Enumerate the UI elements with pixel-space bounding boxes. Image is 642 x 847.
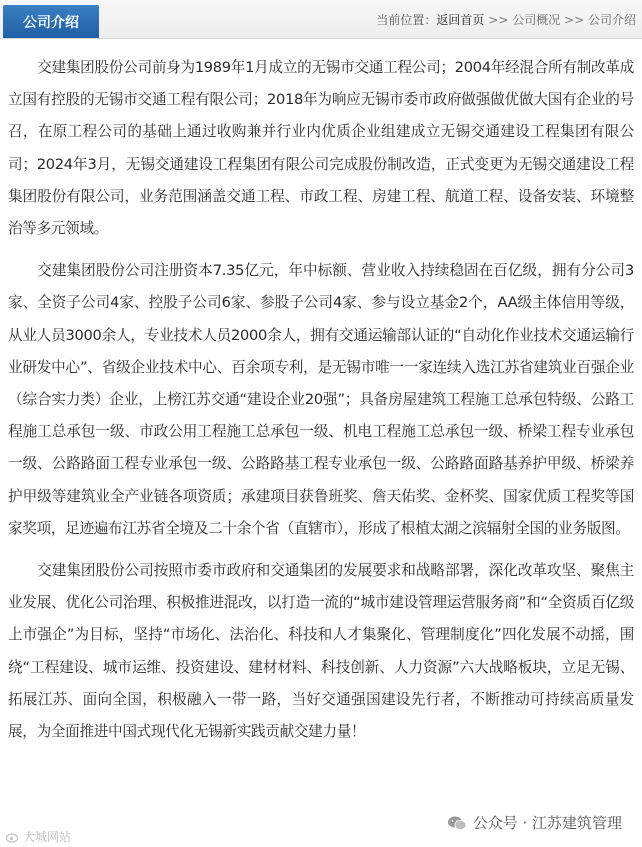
- tab-company-intro[interactable]: [3, 5, 99, 38]
- article-body: [8, 52, 634, 758]
- breadcrumb-separator: >>: [564, 13, 585, 27]
- breadcrumb-prefix: 当前位置：: [376, 13, 437, 27]
- watermark-right: [447, 812, 622, 833]
- watermark-left-text: 大城网站: [23, 830, 72, 844]
- paragraph-strategy: 交建集团股份公司按照市委市政府和交通集团的发展要求和战略部署，深化改革攻坚、聚焦主业发展、优化公司治理、积极推进混改，以打造一流的“城市建设管理运营服务商”和“全资质百亿级上市强企”为目标，坚持“市场化、法治化、科技和人才集聚化、管理制度化”四化发展不动摇，围绕“工程建设、城市运维、投资建设、建材材料、科技创新、人力资源”六大战略板块，立足无锡、拓展江苏、面向全国，积极融入一带一路，当好交通强国建设先行者，不断推动可持续高质量发展，为全面推进中国式现代化无锡新实践贡献交建力量！: [8, 562, 634, 741]
- paragraph-history: 交建集团股份公司前身为1989年1月成立的无锡市交通工程公司；2004年经混合所有制改革成立国有控股的无锡市交通工程有限公司；2018年为响应无锡市委市政府做强做优做大国有企业的号召，在原工程公司的基础上通过收购兼并行业内优质企业组建成立无锡交通建设工程集团有限公司；2024年3月，无锡交通建设工程集团有限公司完成股份制改造，正式变更为无锡交通建设工程集团股份有限公司，业务范围涵盖交通工程、市政工程、房建工程、航道工程、设备安装、环境整治等多元领域。: [8, 59, 634, 238]
- paragraph-capabilities: 交建集团股份公司注册资本7.35亿元，年中标额、营业收入持续稳固在百亿级，拥有分公司3家、全资子公司4家、控股子公司6家、参股子公司4家、参与设立基金2个，AA级主体信用等级，从业人员3000余人，专业技术人员2000余人，拥有交通运输部认证的“自动化作业技术交通运输行业研发中心”、省级企业技术中心、百余项专利，是无锡市唯一一家连续入选江苏省建筑业百强企业（综合实力类）企业，上榜江苏交通“建设企业20强”；具备房屋建筑工程施工总承包特级、公路工程施工总承包一级、市政公用工程施工总承包一级、机电工程施工总承包一级、桥梁工程专业承包一级、公路路面工程专业承包一级、公路路基工程专业承包一级、公路路面路基养护甲级、桥梁养护甲级等建筑业全产业链各项资质；承建项目获鲁班奖、詹天佑奖、金杯奖、国家优质工程奖等国家奖项，足迹遍布江苏省全境及二十余个省（直辖市），形成了根植太湖之滨辐射全国的业务版图。: [8, 262, 634, 537]
- breadcrumb-item-company-overview[interactable]: 公司概况: [512, 13, 561, 27]
- page-header: [0, 0, 642, 39]
- wechat-icon: [447, 815, 467, 831]
- weibo-icon: [6, 831, 20, 843]
- tab-label: 公司介绍: [23, 14, 79, 31]
- breadcrumb: [376, 11, 636, 28]
- watermark-right-text: 公众号 · 江苏建筑管理: [472, 814, 622, 832]
- breadcrumb-separator: >>: [488, 13, 509, 27]
- breadcrumb-item-company-intro: 公司介绍: [587, 13, 636, 27]
- breadcrumb-home-link[interactable]: 返回首页: [436, 13, 485, 27]
- watermark-left: [6, 828, 71, 845]
